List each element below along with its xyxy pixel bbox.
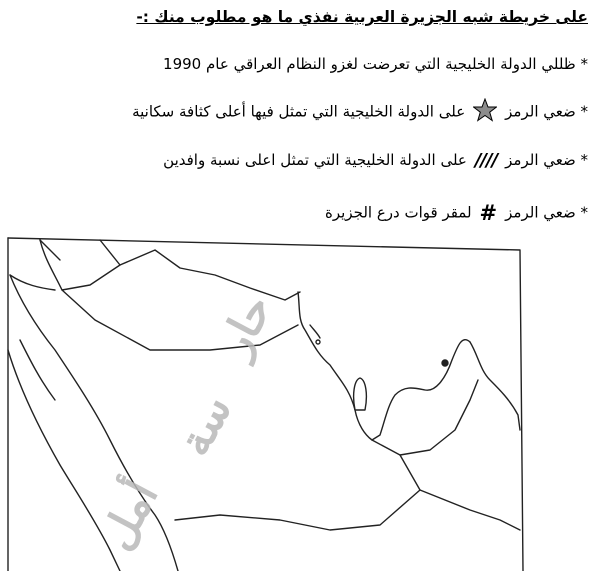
watermark-2: سة (168, 386, 242, 465)
map-frame (8, 238, 523, 571)
yemen-border (175, 490, 420, 530)
page-title: على خريطة شبه الجزيرة العربية نفذي ما هو مطلوب منك :- (136, 8, 588, 26)
arabian-peninsula-map (0, 230, 600, 571)
border-north (40, 240, 300, 300)
uae-oman-coast (470, 342, 520, 430)
instruction-4 (325, 201, 588, 225)
star-icon (473, 98, 497, 126)
instruction-1: * ظللي الدولة الخليجية التي تعرضت لغزو النظام العراقي عام 1990 (163, 55, 588, 73)
qatar (354, 378, 367, 410)
instruction-2 (132, 98, 588, 126)
instruction-2-prefix: * ضعي الرمز (505, 102, 588, 121)
instruction-2-suffix: على الدولة الخليجية التي تمثل فيها أعلى كثافة سكانية (132, 102, 466, 121)
instruction-4-prefix: * ضعي الرمز (505, 203, 588, 222)
instruction-4-suffix: لمقر قوات درع الجزيرة (325, 203, 472, 222)
slashes-symbol: //// (474, 150, 498, 171)
instruction-3-prefix: * ضعي الرمز (505, 151, 588, 169)
instruction-3 (163, 150, 588, 171)
watermark-3: أمل (90, 473, 169, 558)
instruction-3-suffix: على الدولة الخليجية التي تمثل اعلى نسبة وافدين (163, 151, 467, 169)
map-outline (0, 230, 600, 571)
hash-symbol: # (479, 201, 498, 225)
watermark-1: حار (208, 286, 283, 365)
